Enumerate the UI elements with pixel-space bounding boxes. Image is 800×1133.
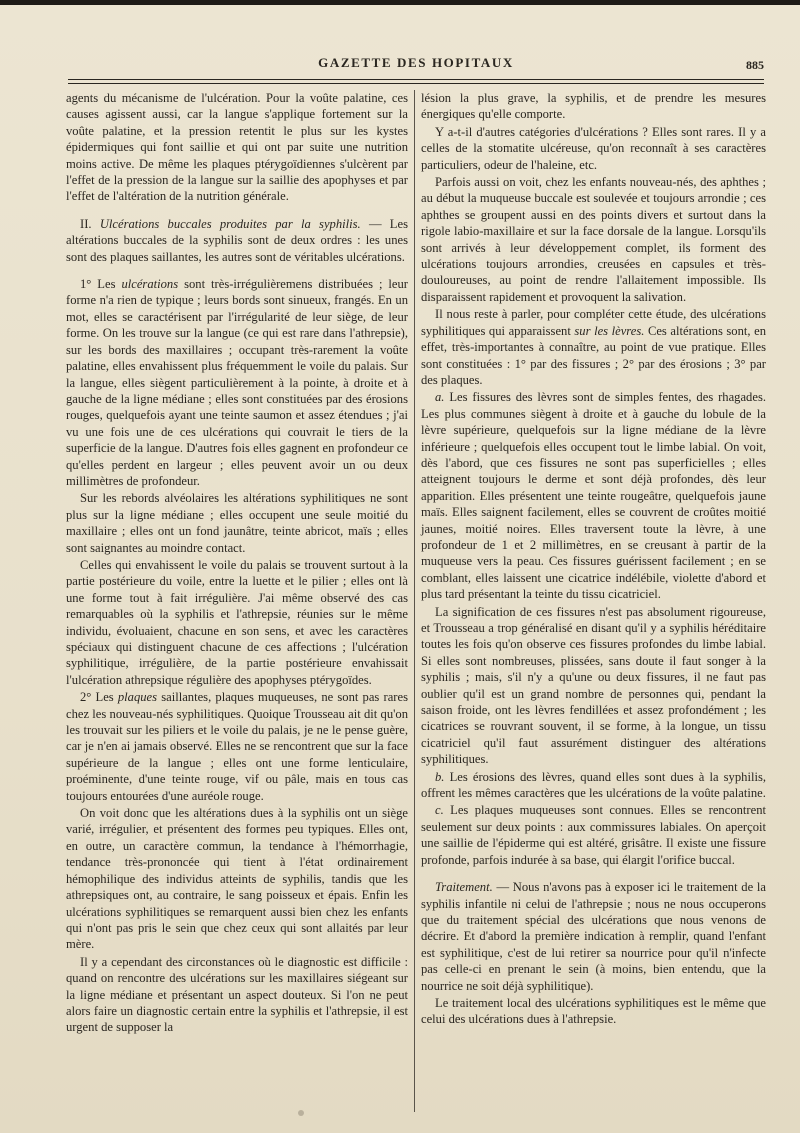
paragraph: On voit donc que les altérations dues à la syphilis ont un siège varié, irrégulier, et présentent des formes peu typiques. Elles ont, en outre, un caractère commun, la tendance à l'hémorrhagie, tendance très-prononcée qui tient à l'état ordinairement hémophilique des individus atteints de syphilis, tandis que les athrepsiques ont, au contraire, le sang poisseux et épais. Enfin les ulcérations syphilitiques se remarquent aussi bien chez les enfants qui n'ont pas pris le sein que chez ceux qui sont allaités par leur mère.	[66, 806, 408, 952]
page-header	[68, 52, 764, 76]
column-divider	[414, 90, 415, 1112]
ink-speck	[298, 1110, 304, 1116]
paragraph: 1° Les ulcérations sont très-irrégulièremens distribuées ; leur forme n'a rien de typique ; leurs bords sont sinueux, frangés. En un mot, elles se caractérisent par l'irrégularité de leur siège, de leur forme. On les trouve sur la langue (ce qui est rare dans l'athrepsie), sur les bords des maxillaires ; occupant très-rarement la voûte palatine, elles envahissent plus fréquemment le voile du palais. Sur la langue, elles siègent particulièrement à la pointe, à droite et à gauche de la ligne médiane ; elles sont constituées par des érosions rouges, quelquefois ayant une teinte saumon et assez étendues ; j'ai vu une fois une de ces ulcérations qui couvrait le tiers de la superficie de la langue. D'autres fois elles gagnent en profondeur ce qu'elles perdent en largeur ; elles peuvent avoir un ou deux millimètres de profondeur.	[66, 277, 408, 488]
paragraph: b. Les érosions des lèvres, quand elles sont dues à la syphilis, offrent les mêmes caractères que les ulcérations de la voûte palatine.	[421, 769, 766, 801]
paragraph: lésion la plus grave, la syphilis, et de prendre les mesures énergiques qu'elle comporte.	[421, 91, 766, 122]
paragraph: c. Les plaques muqueuses sont connues. Elles se rencontrent seulement sur deux points : aux commissures labiales. On aperçoit une saillie de l'épiderme qui est altéré, grisâtre. Il existe une fissure profonde, parfois indurée à sa base, qui élargit l'orifice buccal.	[421, 803, 766, 867]
header-rule-thin	[68, 83, 764, 84]
paragraph: Il y a cependant des circonstances où le diagnostic est difficile : quand on rencontre des ulcérations sur les maxillaires siégeant sur la ligne médiane et présentant un aspect douteux. Si l'on ne peut alors faire un diagnostic certain entre la syphilis et l'athrepsie, il est urgent de supposer la	[66, 954, 408, 1035]
paragraph: a. Les fissures des lèvres sont de simples fentes, des rhagades. Les plus communes siègent à droite et à gauche du lobule de la lèvre supérieure, quelquefois sur la ligne médiane de la lèvre inférieure ; quelquefois elles occupent tout le limbe labial. On voit, dès l'abord, que ces fissures ne sont pas superficielles ; elles atteignent toujours le derme et sont déjà profondes, dès leur apparition. Elles présentent une teinte rougeâtre, quelquefois jaune maïs. Elles saignent facilement, elles se couvrent de croûtes moitié jaunes, moitié noires. Elles traversent toute la lèvre, à une profondeur de 1 et 2 millimètres, en se creusant à partir de la muqueuse vers la peau. Ces fissures guérissent facilement ; en se comblant, elles laissent une cicatrice indélébile, violette d'abord et plus tard présentant la teinte du tissu cicatriciel.	[421, 390, 766, 602]
page-number: 885	[746, 58, 764, 72]
left-column	[66, 90, 408, 1037]
paragraph: La signification de ces fissures n'est pas absolument rigoureuse, et Trousseau a trop généralisé en disant qu'il y a syphilis héréditaire toutes les fois qu'on observe ces fissures profondes du limbe labial. Si elles sont nombreuses, plissées, sans doute il faut songer à la syphilis ; mais, s'il n'y a qu'une ou deux fissures, il ne faut pas oublier qu'il est un grand nombre de personnes qui, pendant la saison froide, ont les lèvres fendillées et assez profondément ; les cicatrices se rouvrant souvent, il se forme, à la longue, un tissu cicatriciel qu'il faut assurément distinguer des altérations syphilitiques.	[421, 604, 766, 767]
paragraph: Le traitement local des ulcérations syphilitiques est le même que celui des ulcérations dues à l'athrepsie.	[421, 995, 766, 1027]
paragraph: agents du mécanisme de l'ulcération. Pour la voûte palatine, ces causes agissent aussi, car la langue s'applique fortement sur la voûte palatine, et la pression retentit le plus sur les kystes épidermiques qui font saillie et qui ont par suite une nutrition moins active. De même les plaques ptérygoïdiennes s'ulcèrent par l'effet de la pression de la langue sur la saillie des apophyses et par l'effet de l'altération de la nutrition générale.	[66, 91, 408, 204]
treatment-heading: Traitement.	[435, 880, 493, 895]
paragraph: Il nous reste à parler, pour compléter cette étude, des ulcérations syphilitiques qui apparaissent sur les lèvres. Ces altérations sont, en effet, très-importantes à connaître, au point de vue pratique. Elles sont constituées : 1° par des fissures ; 2° par des érosions ; 3° par des plaques.	[421, 307, 767, 387]
journal-title: GAZETTE DES HOPITAUX	[318, 55, 514, 70]
paragraph: Y a-t-il d'autres catégories d'ulcérations ? Elles sont rares. Il y a celles de la stomatite ulcéreuse, qu'on reconnaît à ses caractères particuliers, odeur de l'haleine, etc.	[421, 124, 766, 172]
paragraph: Parfois aussi on voit, chez les enfants nouveau-nés, des aphthes ; au début la muqueuse buccale est soulevée et toujours arrondie ; ces aphthes se groupent aussi en des points divers et surtout dans la rigole labio-maxillaire et sur la face dorsale de la langue. Lorsqu'ils sont arrivés à leur développement complet, ils forment des ulcérations toujours arrondies, creusées en capsules et très-douloureuses, au point de rendre l'allaitement impossible. Ils disparaissent rapidement et provoquent la salivation.	[421, 175, 766, 304]
page-top-edge	[0, 0, 800, 5]
header-rule	[68, 79, 764, 80]
paragraph: Traitement. — Nous n'avons pas à exposer ici le traitement de la syphilis infantile ni celui de l'athrepsie ; nous ne nous occuperons que du traitement spécial des ulcérations que nous venons de décrire. Et d'abord la première indication à remplir, quand l'enfant est syphilitique, c'est de lui retirer sa nourrice pour qu'il n'infecte pas celle-ci en prenant le sein (à moins, bien entendu, que la nourrice ne soit déjà syphilitique).	[421, 880, 766, 993]
paragraph: Sur les rebords alvéolaires les altérations syphilitiques ne sont plus sur la ligne médiane ; elles occupent une seule moitié du maxillaire ; elles ont un fond jaunâtre, teinte abricot, maïs ; elles sont saignantes au moindre contact.	[66, 491, 408, 555]
right-column	[421, 90, 766, 1029]
paragraph: Celles qui envahissent le voile du palais se trouvent surtout à la partie postérieure du voile, entre la luette et le pilier ; elles ont là une forme tout à fait irrégulière. J'ai même observé des cas remarquables où la syphilis et l'athrepsie, réunies sur le même individu, évoluaient, chacune en son sens, et avec les caractères spéciaux qui distinguent chacune de ces affections ; l'ulcération syphilitique, irrégulière, de la partie postérieure envahissait l'ulcération athrepsique régulière des apophyses ptérygoïdes.	[66, 557, 408, 687]
section-title: Ulcérations buccales produites par la syphilis.	[99, 216, 361, 231]
paragraph: 2° Les plaques saillantes, plaques muqueuses, ne sont pas rares chez les nouveau-nés syphilitiques. Quoique Trousseau ait dit qu'on les trouvait sur les piliers et le voile du palais, je ne le pense guère, car je n'en ai jamais observé. Elles ne se rencontrent que sur la face supérieure de la langue ; elles ont une forme lenticulaire, proéminente, d'une teinte rouge, vif ou pâle, mais en tous cas toujours entourées d'une auréole rouge.	[66, 690, 408, 803]
section-heading-paragraph: II. Ulcérations buccales produites par la syphilis. — Les altérations buccales de la syphilis sont de deux ordres : les unes sont des plaques saillantes, les autres sont de véritables ulcérations.	[66, 216, 408, 264]
